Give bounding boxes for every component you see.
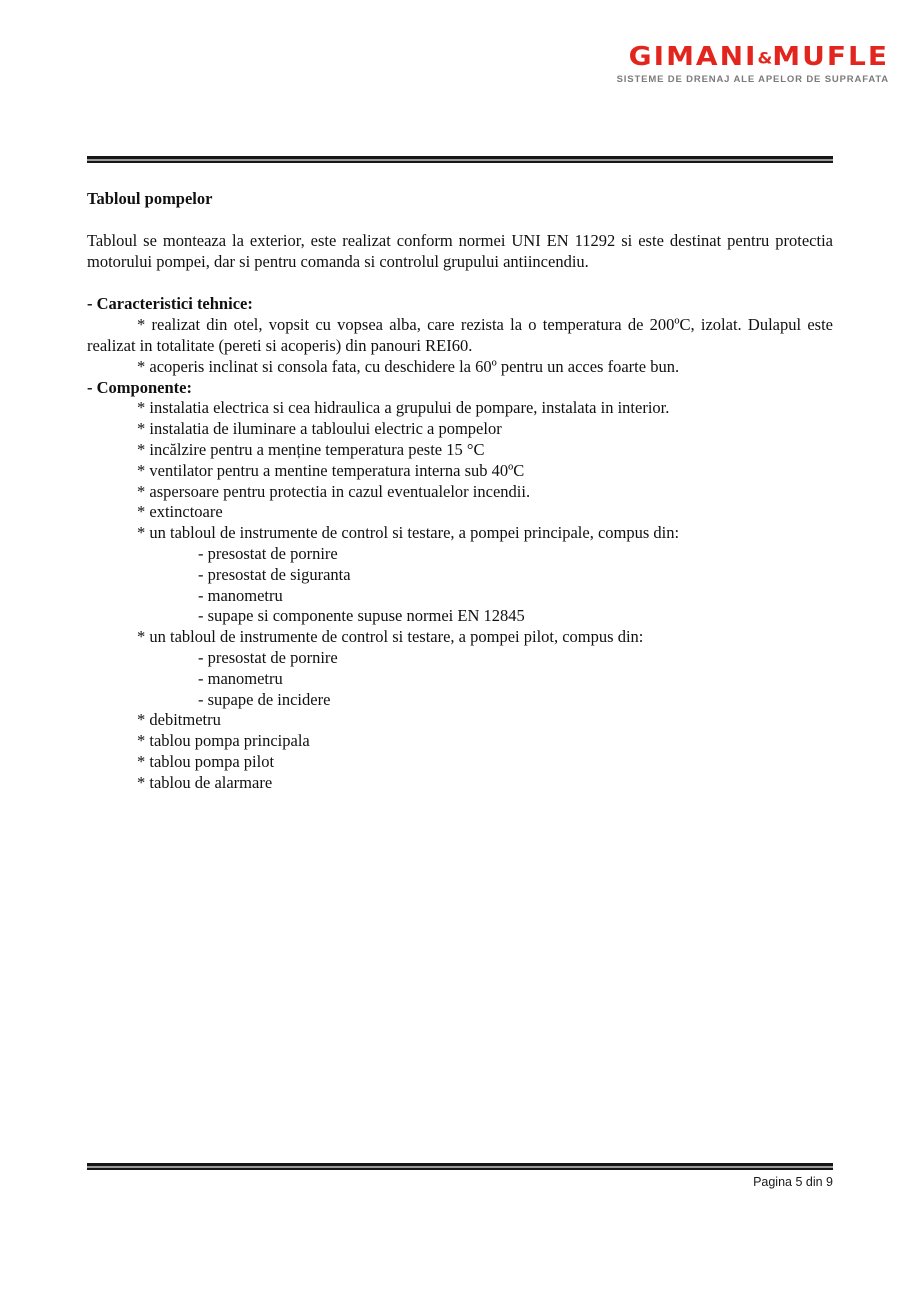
- list-item: * tablou pompa principala: [137, 731, 310, 751]
- page-number: Pagina 5 din 9: [753, 1175, 833, 1189]
- document-page: [87, 189, 833, 794]
- list-item: - manometru: [198, 585, 283, 605]
- document-body: [87, 294, 833, 793]
- footer-rule: [87, 1163, 833, 1170]
- list-item: * instalatia de iluminare a tabloului electric a pompelor: [137, 419, 502, 439]
- list-item: - supape de incidere: [198, 689, 331, 709]
- footer-rule-thin: [87, 1168, 833, 1171]
- header-rule: [87, 156, 833, 163]
- list-item: * extinctoare: [137, 502, 223, 522]
- list-item: - presostat de siguranta: [198, 564, 351, 584]
- list-item: * realizat din otel, vopsit cu vopsea alba, care rezista la o temperatura de 200ºC, izolat. Dulapul este realizat in totalitate (pereti si acoperis) din panouri REI60.: [87, 315, 833, 355]
- logo-tagline: SISTEME DE DRENAJ ALE APELOR DE SUPRAFATA: [616, 74, 889, 85]
- page-title: Tabloul pompelor: [87, 189, 213, 208]
- list-item: * incălzire pentru a menține temperatura peste 15 °C: [137, 439, 485, 459]
- header-rule-thin: [87, 161, 833, 164]
- logo-wordmark: [617, 41, 889, 72]
- list-item: * un tabloul de instrumente de control si testare, a pompei pilot, compus din:: [137, 627, 644, 647]
- company-logo: [616, 41, 889, 85]
- logo-mufle: MUFLE: [772, 41, 889, 72]
- list-item: - presostat de pornire: [198, 647, 338, 667]
- list-item: * debitmetru: [137, 710, 221, 730]
- list-item: - supape si componente supuse normei EN 12845: [198, 606, 525, 626]
- list-item: * tablou de alarmare: [137, 772, 273, 792]
- list-item: * acoperis inclinat si consola fata, cu deschidere la 60º pentru un acces foarte bun.: [137, 356, 680, 376]
- list-item: * aspersoare pentru protectia in cazul eventualelor incendii.: [137, 481, 531, 501]
- list-item: - manometru: [198, 668, 283, 688]
- list-item: - presostat de pornire: [198, 543, 338, 563]
- list-item: * ventilator pentru a mentine temperatura interna sub 40ºC: [137, 460, 525, 480]
- list-item: * un tabloul de instrumente de control si testare, a pompei principale, compus din:: [137, 523, 680, 543]
- section-heading: - Componente:: [87, 377, 192, 397]
- logo-gimani: GIMANI: [628, 41, 758, 72]
- logo-ampersand-icon: &: [757, 49, 773, 68]
- intro-paragraph: Tabloul se monteaza la exterior, este realizat conform normei UNI EN 11292 si este destinat pentru protectia motorului pompei, dar si pentru comanda si controlul grupului antiincendiu.: [87, 230, 833, 271]
- list-item: * tablou pompa pilot: [137, 751, 275, 771]
- section-heading: - Caracteristici tehnice:: [87, 294, 253, 314]
- list-item: * instalatia electrica si cea hidraulica a grupului de pompare, instalata in interior.: [137, 398, 670, 418]
